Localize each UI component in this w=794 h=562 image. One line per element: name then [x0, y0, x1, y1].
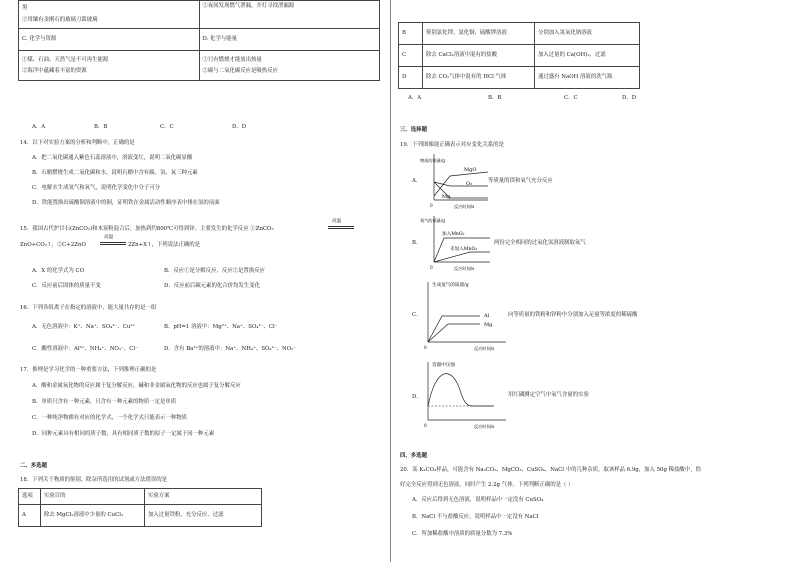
option-c: C．C [160, 124, 174, 130]
option-a: A．A [32, 124, 46, 130]
cell: D [399, 67, 423, 89]
q15-option-c: C．反应前后固体的质量不变 [32, 283, 101, 289]
al-label: Al [484, 313, 490, 319]
question-16: 16．下列各组离子在指定的溶液中，能大量共存的是一组 [20, 305, 157, 311]
q17-option-a: A．酸和金属氧化物的反应属于复分解反应，碱和非金属氧化物的反应也属于复分解反应 [32, 383, 241, 389]
zero-label: 0 [424, 423, 427, 428]
equals-line [100, 242, 126, 243]
without-mno2-line [434, 252, 490, 262]
cell: 除去 MgCl₂溶液中少量的 CuCl₂ [41, 505, 145, 527]
cell: C. 化学与资源 [19, 29, 200, 51]
question-14: 14．以下对实验方案的分析和判断中，正确的是 [20, 140, 135, 146]
q16-option-d: D．含有 Ba²⁺的溶液中：Na⁺、NH₄⁺、SO₄²⁻、NO₃⁻ [164, 346, 297, 352]
zero-label: 0 [430, 265, 433, 270]
y-axis-label: 生成氢气的质量/g [432, 283, 469, 288]
cell: 除去 CO₂气体中混有的 HCl 气体 [423, 67, 535, 89]
q16-option-c: C．酸性溶液中：Al³⁺、NH₄⁺、NO₃⁻、Cl⁻ [32, 346, 138, 352]
header-cell: 选项 [19, 489, 41, 505]
cell: 黑 [22, 5, 28, 12]
option-b: B．B [94, 124, 108, 130]
column-divider [390, 0, 391, 562]
option-b: B．B [488, 95, 502, 101]
q17-option-d: D．同种元素具有相同的质子数，具有相同质子数的原子一定属于同一种元素 [32, 431, 215, 437]
equals-line [100, 244, 126, 245]
question-18: 18．下列关于物质的鉴别、除杂所选用的试剂或方法错误的是 [20, 477, 168, 483]
question-20: 20．某 K₂CO₃样品，可能含有 Na₂CO₃、MgCO₃、CuSO₄、NaCl 中的几种杂质。取该样品 6.9g，加入 50g 稀盐酸中，恰 [400, 467, 701, 473]
cell: ①煤、石油、天然气是不可再生能源 [22, 56, 109, 63]
graph-c-label: C． [412, 312, 422, 318]
cell: B [399, 23, 423, 45]
option-d: D．D [622, 95, 637, 101]
question-20-cont: 好完全反应得到无色溶液，同时产生 2.2g 气体。下列判断正确的是（ ） [400, 482, 574, 488]
cell: ①只有燃烧才能放出热量 [202, 56, 262, 63]
section-heading: 四、多选题 [400, 453, 427, 459]
cell: 通过盛有 NaOH 溶液的洗气瓶 [535, 67, 640, 89]
zero-label: 0 [424, 345, 427, 350]
q14-option-b: B．石蜡燃烧生成二氧化碳和水，说明石蜡中含有碳、氢、氧三种元素 [32, 170, 198, 176]
graph-b-label: B． [412, 240, 422, 246]
graph-c [422, 278, 508, 354]
graph-d [422, 356, 508, 432]
q16-option-b: B．pH=1 溶液中：Mg²⁺、Na⁺、SO₄²⁻、Cl⁻ [164, 324, 278, 330]
x-axis-label: 反应时间/s [474, 424, 495, 429]
graph-b-desc: 两份完全相同的过氧化氢溶液制取氧气 [494, 240, 586, 246]
x-axis-label: 反应时间/s [474, 346, 495, 351]
q17-option-b: B．单质只含有一种元素，只含有一种元素的物质一定是单质 [32, 399, 177, 405]
q13-table [18, 0, 380, 81]
q14-option-d: D．铁能置换出硫酸铜溶液中的铜，证明铁在金属活动性顺序表中排在氢的前面 [32, 200, 220, 206]
o2-label: O₂ [466, 181, 473, 187]
cell: 分别加入氢氧化钠溶液 [535, 23, 640, 45]
cell: ②夜间发现燃气泄漏，开灯寻找泄漏源 [202, 3, 295, 9]
q20-option-c: C．所加稀盐酸中溶质的质量分数为 7.3% [412, 531, 513, 537]
cell: D. 化学与能量 [199, 29, 380, 51]
header-cell: 实验方案 [145, 489, 262, 505]
without-mno2-label: 未加入MnO₂ [450, 247, 478, 252]
cell: 鉴别氯化钾、氯化铜、硫酸钾溶液 [423, 23, 535, 45]
x-axis-label: 反应时间/s [454, 266, 475, 271]
graph-d-label: D． [412, 394, 422, 400]
graph-a-label: A． [412, 178, 422, 184]
header-cell: 实验目的 [41, 489, 145, 505]
y-axis-label: 物质的质量/g [420, 158, 446, 163]
al-line [428, 316, 480, 342]
y-axis-label: 容器中压强 [432, 363, 455, 368]
with-mno2-label: 加入MnO₂ [442, 232, 465, 237]
pressure-curve [428, 374, 494, 406]
question-15-cont: ZnO+CO₂↑，②C+2ZnO [20, 242, 86, 248]
q14-option-a: A．把二氧化碳通入紫色石蕊溶液中，溶液变红，说明二氧化碳显酸 [32, 155, 193, 161]
mg-label: Mg [442, 194, 451, 200]
cell: 加入过量的 Ca(OH)₂，过滤 [535, 45, 640, 67]
cell: C [399, 45, 423, 67]
option-c: C．C [564, 95, 578, 101]
cell: ②海洋中蕴藏着丰富的资源 [22, 67, 87, 74]
q14-option-c: C．电解水生成氢气和氧气，说明化学变化中分子可分 [32, 185, 161, 191]
q15-option-a: A．X 的化学式为 CO [32, 268, 85, 274]
y-axis-label: 氧气的质量/g [420, 218, 446, 223]
graph-d-desc: 用红磷测定空气中氧气含量的实验 [508, 392, 589, 398]
q16-option-a: A．无色溶液中：K⁺、Na⁺、SO₄²⁻、Cu²⁺ [32, 324, 136, 330]
q17-option-c: C．一种纯净物都有对应的化学式，一个化学式只能表示一种物质 [32, 415, 188, 421]
q20-option-b: B．NaCl 不与盐酸反应，说明样品中一定没有 NaCl [412, 514, 539, 520]
zero-label: 0 [430, 203, 433, 208]
question-17: 17．推理是学习化学的一种重要方法，下列推理正确的是 [20, 367, 157, 373]
reaction-condition: 高温 [332, 219, 342, 224]
graph-a-desc: 等质量的镁和氧气充分反应 [488, 178, 553, 184]
q15-option-d: D．反应前后碳元素的化合价均发生变化 [164, 283, 260, 289]
equals-line [328, 228, 354, 229]
graph-a [420, 152, 490, 210]
mg-label: Mg [484, 322, 493, 328]
q18-table [18, 488, 262, 527]
cell: ②用镶有金刚石的玻璃刀裁玻璃 [22, 17, 98, 23]
q15-option-b: B．反应①是分解反应，反应②是置换反应 [164, 268, 265, 274]
graph-c-desc: 向等质量的铁粉和锌粉中分别加入足量等浓度的稀硫酸 [508, 312, 638, 318]
question-15-cont: 2Zn+X↑，下列说法正确的是 [128, 242, 201, 248]
reaction-condition: 高温 [104, 235, 114, 240]
mg-line [428, 324, 480, 342]
cell: ②碳与二氧化碳反应是吸热反应 [202, 67, 278, 74]
cell: 除去 CaCl₂溶液中混有的盐酸 [423, 45, 535, 67]
question-15: 15．我国古代炉甘石(ZnCO₃)和木炭粉混合后，加热到约800℃可得到锌。主要发生的化学反应 ①ZnCO₃ [20, 226, 274, 232]
mgo-label: MgO [464, 167, 477, 173]
graph-b [420, 214, 492, 272]
question-19: 19．下列图像能正确表示对应变化关系的是 [400, 142, 504, 148]
option-d: D．D [232, 124, 247, 130]
q18-table-cont [398, 22, 640, 89]
x-axis-label: 反应时间/s [454, 204, 475, 209]
q20-option-a: A．反应后得到无色溶液，说明样品中一定没有 CuSO₄ [412, 497, 544, 503]
option-a: A．A [408, 95, 422, 101]
section-heading: 二、多选题 [20, 463, 47, 469]
cell: 加入过量铁粉，充分反应、过滤 [145, 505, 262, 527]
cell: A [19, 505, 41, 527]
equals-line [328, 226, 354, 227]
section-heading: 三、选择题 [400, 127, 427, 133]
